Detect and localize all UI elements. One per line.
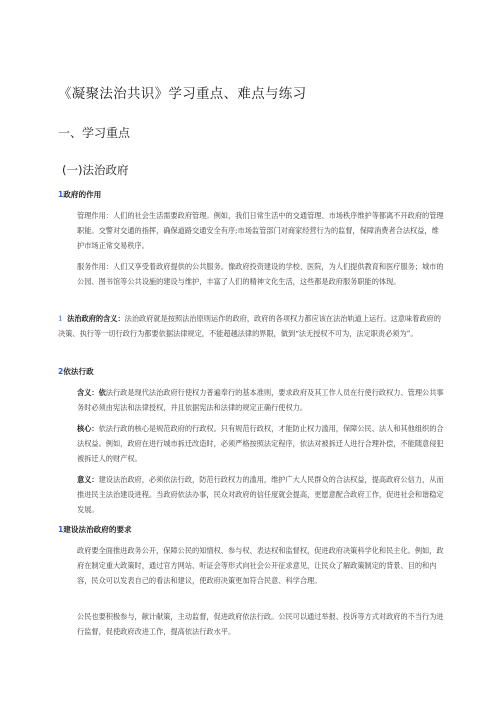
meaning-label: 含义：依 [77, 388, 106, 397]
heading-text: 依法行政 [63, 367, 94, 376]
heading-text: 建设法治政府的要求 [63, 525, 132, 534]
heading-government-role [58, 189, 101, 200]
subsection-heading: (一)法治政府 [62, 163, 129, 177]
heading-number: 1 [58, 190, 64, 199]
paragraph-management-role: 管理作用：人们的社会生活需要政府管理。例如，我们日常生活中的交通管理、市场秩序维护等都离不开政府的管理职能。交警对交通的指挥，确保道路交通安全有序;市场监管部门对商家经营行为的监督，保障消费者合法权益，维护市场正常交易秩序。 [77, 211, 444, 251]
core-label: 核心： [77, 424, 99, 433]
paragraph-law-core [77, 421, 445, 467]
definition-text: 法治政府就是按照法治原则运作的政府，政府的各项权力都应该在法治轨道上运行。这意味着政府的决策、执行等一切行政行为都要依据法律规定，不能超越法律的界限，做到“法无授权不可为，法定职责必须为”。 [58, 314, 441, 339]
meaning-text: 法行政是现代法治政府行使权力普遍奉行的基本准则，要求政府及其工作人员在行使行政权力、管理公共事务时必须由宪法和法律授权，并且依据宪法和法律的规定正确行使权力。 [77, 388, 444, 413]
section-heading: 一、学习重点 [58, 126, 131, 140]
paragraph-citizen-participation: 公民也要积极参与，献计献策，主动监督，促进政府依法行政。公民可以通过举报、投诉等方式对政府的不当行为进行监督，促使政府改进工作，提高依法行政水平。 [77, 612, 444, 637]
significance-label: 意义： [77, 475, 99, 484]
paragraph-law-significance [77, 472, 445, 518]
paragraph-service-role: 服务作用：人们又享受着政府提供的公共服务。像政府投资建设的学校、医院，为人们提供教育和医疗服务；城市的公园、图书馆等公共设施的建设与维护，丰富了人们的精神文化生活，这些都是政府服务职能的体现。 [77, 262, 444, 287]
paragraph-rule-of-law-definition [58, 311, 446, 341]
document-title: 《凝聚法治共识》学习重点、难点与练习 [58, 86, 307, 102]
heading-text: 政府的作用 [63, 190, 102, 199]
heading-requirements [58, 524, 132, 535]
heading-number: 1 [58, 525, 64, 534]
item-number: 1 [58, 314, 63, 323]
paragraph-government-requirements: 政府要全面推进政务公开，保障公民的知情权、参与权、表达权和监督权，促进政府决策科学化和民主化。例如，政府在制定重大政策时，通过官方网站、听证会等形式向社会公开征求意见，让民众了解政策制定的背景、目的和内容，民众可以发表自己的看法和建议，使政府决策更加符合民意、科学合理。 [77, 546, 444, 586]
significance-text: 建设法治政府，必须依法行政，防范行政权力的滥用，维护广大人民群众的合法权益，提高政府公信力，从而推进民主法治建设进程。当政府依法办事，民众对政府的信任度就会提高，更愿意配合政府工作，促进社会和谐稳定发展。 [77, 475, 444, 515]
heading-administration-by-law [58, 366, 94, 377]
paragraph-law-meaning [77, 385, 445, 415]
core-text: 依法行政的核心是规范政府的行政权。只有规范行政权，才能防止权力滥用，保障公民、法人和其他组织的合法权益。例如，政府在进行城市拆迁改造时，必须严格按照法定程序，依法对被拆迁人进行合理补偿，不能随意侵犯被拆迁人的财产权。 [77, 424, 444, 464]
heading-number: 2 [58, 367, 64, 376]
definition-label: 法治政府的含义： [67, 314, 125, 323]
